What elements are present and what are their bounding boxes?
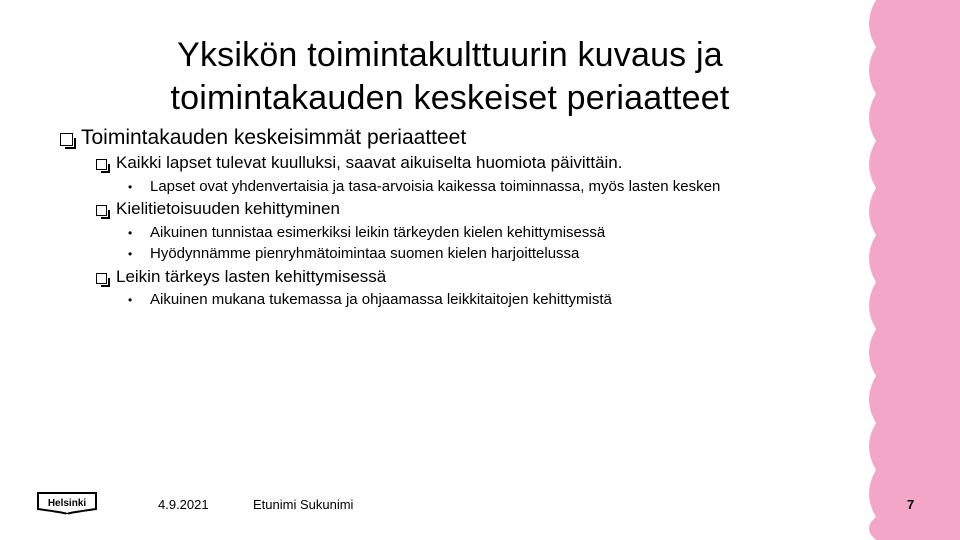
section-1 <box>96 153 623 173</box>
footer-author: Etunimi Sukunimi <box>253 497 354 512</box>
section-3-label: Leikin tärkeys lasten kehittymisessä <box>116 267 387 286</box>
helsinki-logo-text: Helsinki <box>47 498 87 509</box>
page-number: 7 <box>907 497 915 512</box>
section-2-item-2 <box>128 245 579 262</box>
section-3 <box>96 267 386 287</box>
section-2 <box>96 199 340 219</box>
checkbox-bullet-icon <box>60 133 73 146</box>
title-line-1: Yksikön toimintakulttuurin kuvaus ja <box>177 36 723 74</box>
dot-bullet-icon: • <box>128 179 133 194</box>
section-2-label: Kielitietoisuuden kehittyminen <box>116 199 340 218</box>
main-heading <box>60 126 466 150</box>
section-2-item-2-text: Hyödynnämme pienryhmätoimintaa suomen kielen harjoittelussa <box>150 245 580 262</box>
section-1-item-1 <box>128 178 720 195</box>
checkbox-bullet-icon <box>96 273 107 284</box>
checkbox-bullet-icon <box>96 159 107 170</box>
checkbox-bullet-icon <box>96 205 107 216</box>
section-1-item-1-text: Lapset ovat yhdenvertaisia ja tasa-arvoisia kaikessa toiminnassa, myös lasten kesken <box>150 178 721 195</box>
pink-scalloped-edge <box>858 0 960 540</box>
dot-bullet-icon: • <box>128 225 133 240</box>
title-line-2: toimintakauden keskeiset periaatteet <box>170 79 730 117</box>
helsinki-logo <box>36 491 98 515</box>
section-1-label: Kaikki lapset tulevat kuulluksi, saavat aikuiselta huomiota päivittäin. <box>116 153 623 172</box>
section-2-item-1-text: Aikuinen tunnistaa esimerkiksi leikin tärkeyden kielen kehittymisessä <box>150 224 606 241</box>
slide-title <box>60 34 840 120</box>
footer-date: 4.9.2021 <box>158 497 209 512</box>
main-heading-text: Toimintakauden keskeisimmät periaatteet <box>81 126 467 149</box>
section-3-item-1 <box>128 291 612 308</box>
dot-bullet-icon: • <box>128 246 133 261</box>
section-3-item-1-text: Aikuinen mukana tukemassa ja ohjaamassa leikkitaitojen kehittymistä <box>150 291 612 308</box>
dot-bullet-icon: • <box>128 292 133 307</box>
section-2-item-1 <box>128 224 605 241</box>
